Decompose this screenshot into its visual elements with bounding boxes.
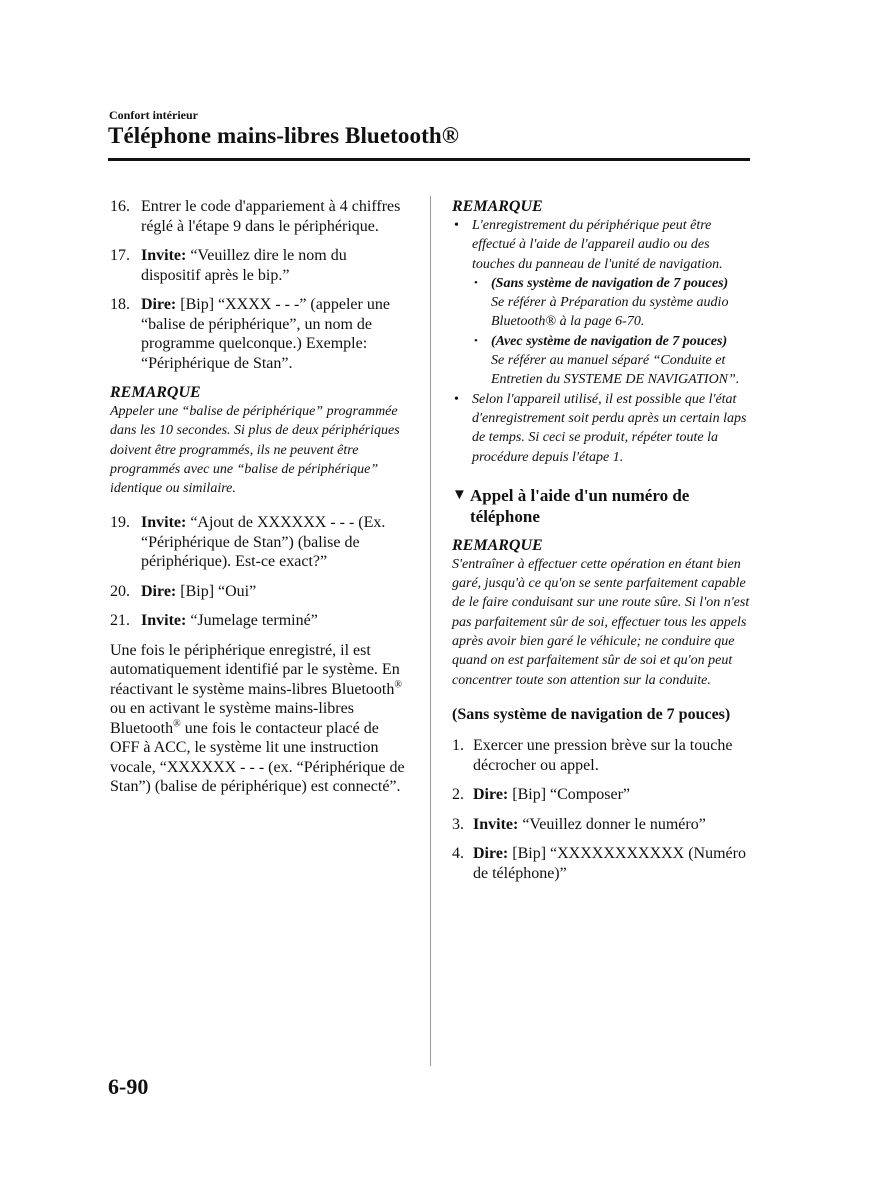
step-18 [110, 295, 410, 373]
step-number: 1. [452, 737, 464, 755]
sub-bullet [472, 332, 752, 390]
step-label: Invite: [141, 612, 187, 630]
step-label: Dire: [473, 845, 509, 863]
step-body [141, 295, 410, 373]
bullet-text: L'enregistrement du périphérique peut être effectué à l'aide de l'appareil audio ou des touches du panneau de l'unité de navigation. [472, 218, 723, 272]
section-label: Confort intérieur [109, 108, 198, 122]
note-bullet [452, 216, 752, 390]
step-body [141, 246, 410, 285]
step-text: “Ajout de XXXXXX - - - (Ex. “Périphérique de Stan”) (balise de périphérique). Est-ce exact?” [141, 514, 386, 571]
note-title: REMARQUE [452, 198, 543, 215]
step-label: Invite: [141, 247, 187, 264]
note-text: S'entraîner à effectuer cette opération en étant bien garé, jusqu'à ce qu'on se sente parfaitement capable de le faire conduisant sur une route sûre. Si l'on n'est pas parfaitement sûr de soi, effectuer tous les appels après avoir bien garé le véhicule; ne conduire que quand on est parfaitement sûr de soi et qu'on peut concentrer toute son attention sur la conduite. [452, 556, 750, 688]
step-number: 17. [110, 247, 130, 264]
step-label: Invite: [141, 514, 187, 532]
note-right-1 [452, 197, 752, 467]
sub-bullet-list [472, 274, 752, 390]
step-number: 20. [110, 582, 130, 600]
sub-bullet-heading: • (Sans système de navigation de 7 pouces) [491, 275, 729, 291]
step-label: Invite: [473, 815, 519, 833]
body-paragraph [110, 641, 410, 797]
paragraph-part: Une fois le périphérique enregistré, il est automatiquement identifié par le système. En réactivant le système mains-libres Bluetooth [110, 641, 400, 698]
page-title: Téléphone mains-libres Bluetooth® [108, 123, 460, 148]
sub-bullet-text: Se référer au manuel séparé “Conduite et Entretien du SYSTEME DE NAVIGATION”. [491, 353, 740, 388]
right-column [452, 197, 752, 893]
condition-heading: (Sans système de navigation de 7 pouces) [452, 705, 731, 723]
step-number: 18. [110, 296, 130, 313]
step-text: Exercer une pression brève sur la touche décrocher ou appel. [473, 737, 733, 774]
note-bullet-list [452, 216, 752, 467]
section-subheading [452, 485, 752, 527]
title-divider [108, 158, 750, 161]
step-text: “Veuillez donner le numéro” [522, 815, 706, 833]
step-number: 2. [452, 786, 464, 804]
registered-mark: ® [394, 679, 402, 691]
step-list-a [110, 197, 410, 373]
step-number: 4. [452, 845, 464, 863]
step-text: “Veuillez dire le nom du dispositif après le bip.” [141, 247, 347, 284]
step-label: Dire: [141, 296, 177, 313]
step-number: 16. [110, 198, 130, 215]
note-title: REMARQUE [110, 384, 201, 401]
step-text: Entrer le code d'appariement à 4 chiffres réglé à l'étape 9 dans le périphérique. [141, 198, 401, 235]
step-number: 19. [110, 514, 130, 532]
step-text: [Bip] “XXXX - - -” (appeler une “balise de périphérique”, un nom de programme quelconque.) Exemple: “Périphérique de Stan”. [141, 296, 390, 372]
call-step-list [452, 736, 752, 883]
step-21 [110, 611, 410, 631]
page-number: 6-90 [108, 1074, 149, 1099]
note-bullet [452, 390, 752, 467]
column-divider [430, 196, 431, 1066]
step-text: [Bip] “XXXXXXXXXXX (Numéro de téléphone)” [473, 845, 746, 882]
step-body [141, 582, 410, 602]
bullet-text: Selon l'appareil utilisé, il est possible que l'état d'enregistrement soit perdu après un certain laps de temps. Si ceci se produit, répéter toute la procédure depuis l'étape 1. [472, 391, 747, 465]
step-label: Dire: [141, 582, 177, 600]
left-column [110, 197, 410, 797]
triangle-down-icon: ▼ [452, 486, 467, 503]
step-body [473, 785, 752, 805]
note-title: REMARQUE [452, 536, 543, 554]
call-step-2 [452, 785, 752, 805]
step-number: 3. [452, 815, 464, 833]
call-step-4 [452, 844, 752, 883]
step-19 [110, 513, 410, 572]
step-body [473, 815, 752, 835]
sub-bullet-heading: • (Avec système de navigation de 7 pouces) [491, 333, 728, 349]
paragraph-part: une fois le contacteur placé de OFF à ACC, le système lit une instruction vocale, “XXXXXX - - - (ex. “Périphérique de Stan”) (balise de périphérique) est connecté”. [110, 719, 405, 796]
step-text: [Bip] “Composer” [512, 786, 630, 804]
call-step-1 [452, 736, 752, 775]
step-label: Dire: [473, 786, 509, 804]
note-text: Appeler une “balise de périphérique” programmée dans les 10 secondes. Si plus de deux périphériques doivent être programmés, ils ne peuvent être programmés avec une “balise de périphérique” identique ou similaire. [110, 404, 400, 497]
subheading-text: Appel à l'aide d'un numéro de téléphone [470, 485, 690, 526]
registered-mark: ® [173, 718, 181, 730]
step-body [473, 844, 752, 883]
note-right-2 [452, 536, 752, 690]
note-left [110, 383, 410, 498]
step-text: [Bip] “Oui” [180, 582, 257, 600]
sub-bullet-text: Se référer à Préparation du système audio Bluetooth® à la page 6-70. [491, 295, 729, 330]
step-body [141, 611, 410, 631]
step-text: “Jumelage terminé” [190, 612, 318, 630]
step-17 [110, 246, 410, 285]
step-20 [110, 582, 410, 602]
step-body [141, 513, 410, 572]
step-16 [110, 197, 410, 236]
sub-bullet [472, 274, 752, 332]
call-step-3 [452, 815, 752, 835]
step-number: 21. [110, 612, 130, 630]
step-list-b [110, 513, 410, 631]
paragraph-part: ou en activant le système mains-libres Bluetooth [110, 700, 354, 737]
